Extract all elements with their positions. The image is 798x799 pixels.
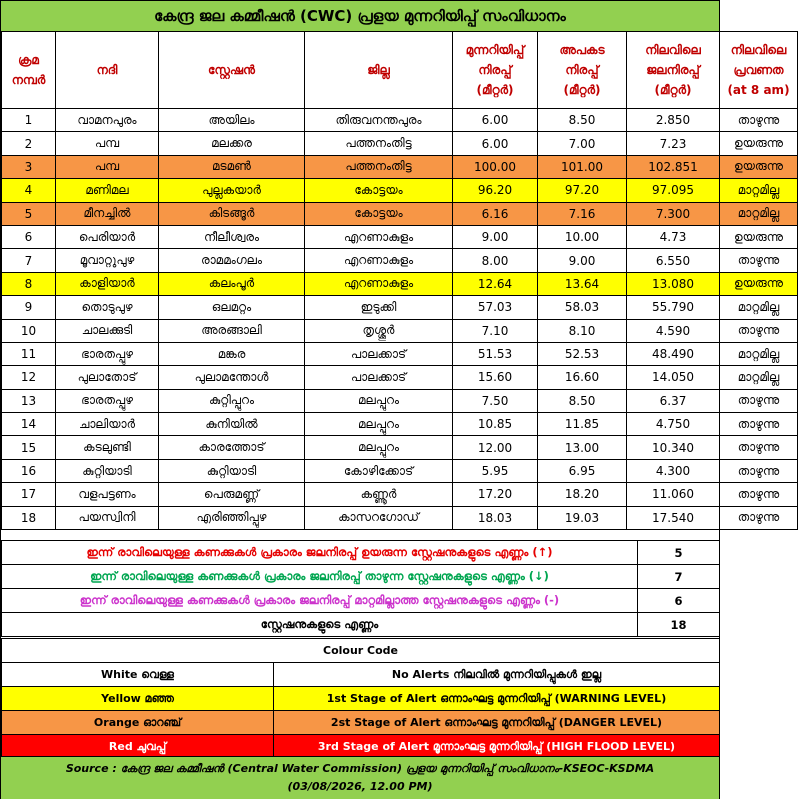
cell-district: പാലക്കാട്: [305, 366, 453, 389]
cell-station: അയിലം: [159, 109, 305, 132]
colour-name: Red ചുവപ്പ്: [2, 735, 274, 759]
cell-danger: 13.00: [538, 436, 627, 459]
table-row: [2, 179, 798, 202]
source-line: Source : കേന്ദ്ര ജല കമ്മീഷൻ (Central Water Commission) പ്രളയ മുന്നറിയിപ്പ് സംവിധാനം-KSEOC-KSDMA: [65, 762, 655, 775]
cell-danger: 8.10: [538, 319, 627, 342]
cell-river: തൊടുപുഴ: [56, 296, 159, 319]
summary-label: ഇന്ന് രാവിലെയുള്ള കണക്കുകൾ പ്രകാരം ജലനിരപ്പ് ഉയരുന്ന സ്റ്റേഷനുകളുടെ എണ്ണം (↑): [2, 541, 638, 565]
cell-danger: 8.50: [538, 389, 627, 412]
cell-river: ചാലക്കുടി: [56, 319, 159, 342]
cell-sl: 15: [2, 436, 56, 459]
cell-district: എറണാകുളം: [305, 225, 453, 248]
cell-current: 6.550: [627, 249, 720, 272]
cell-district: പാലക്കാട്: [305, 342, 453, 365]
summary-body: [2, 541, 720, 637]
cell-station: മടമൺ: [159, 155, 305, 178]
table-row: [2, 459, 798, 482]
cell-warning: 15.60: [453, 366, 538, 389]
cell-danger: 7.00: [538, 132, 627, 155]
cell-sl: 17: [2, 483, 56, 506]
table-row: [2, 342, 798, 365]
cell-warning: 6.00: [453, 132, 538, 155]
header-warning-line: നിരപ്പ്: [478, 63, 512, 77]
table-row: [2, 483, 798, 506]
cell-current: 17.540: [627, 506, 720, 529]
cell-sl: 13: [2, 389, 56, 412]
cell-warning: 17.20: [453, 483, 538, 506]
cell-district: കണ്ണൂർ: [305, 483, 453, 506]
cell-trend: മാറ്റമില്ല: [720, 179, 798, 202]
cell-district: പത്തനംതിട്ട: [305, 155, 453, 178]
cell-sl: 4: [2, 179, 56, 202]
table-row: [2, 132, 798, 155]
cell-river: കുറ്റിയാടി: [56, 459, 159, 482]
cell-trend: താഴുന്നു: [720, 109, 798, 132]
header-current-line: നിലവിലെ: [645, 43, 701, 57]
colour-name: Orange ഓറഞ്ച്: [2, 711, 274, 735]
colour-code-table: [1, 638, 720, 759]
cell-danger: 97.20: [538, 179, 627, 202]
cell-river: ചാലിയാർ: [56, 413, 159, 436]
cell-warning: 7.50: [453, 389, 538, 412]
cell-trend: താഴുന്നു: [720, 459, 798, 482]
cell-sl: 12: [2, 366, 56, 389]
cell-district: എറണാകുളം: [305, 249, 453, 272]
cell-sl: 9: [2, 296, 56, 319]
header-station-line: സ്റ്റേഷൻ: [208, 63, 255, 77]
summary-row: [2, 589, 720, 613]
cell-danger: 19.03: [538, 506, 627, 529]
cell-sl: 3: [2, 155, 56, 178]
cell-sl: 18: [2, 506, 56, 529]
table-row: [2, 319, 798, 342]
summary-count: 7: [638, 565, 720, 589]
table-row: [2, 389, 798, 412]
cell-trend: ഉയരുന്നു: [720, 272, 798, 295]
cell-river: വളപട്ടണം: [56, 483, 159, 506]
cell-sl: 2: [2, 132, 56, 155]
cell-trend: മാറ്റമില്ല: [720, 296, 798, 319]
cell-river: കടലുണ്ടി: [56, 436, 159, 459]
cell-district: തൃശ്ശൂർ: [305, 319, 453, 342]
colour-meaning: 2st Stage of Alert ഒന്നാംഘട്ട മുന്നറിയിപ്പ് (DANGER LEVEL): [274, 711, 720, 735]
cell-trend: താഴുന്നു: [720, 249, 798, 272]
summary-count: 5: [638, 541, 720, 565]
cell-station: പുലാമന്തോൾ: [159, 366, 305, 389]
cell-current: 11.060: [627, 483, 720, 506]
cell-trend: മാറ്റമില്ല: [720, 202, 798, 225]
cell-district: മലപ്പുറം: [305, 389, 453, 412]
cell-district: പത്തനംതിട്ട: [305, 132, 453, 155]
cell-current: 7.300: [627, 202, 720, 225]
summary-row: [2, 613, 720, 637]
cell-danger: 18.20: [538, 483, 627, 506]
cell-trend: താഴുന്നു: [720, 319, 798, 342]
summary-row: [2, 541, 720, 565]
cell-river: മീനച്ചിൽ: [56, 202, 159, 225]
summary-label: ഇന്ന് രാവിലെയുള്ള കണക്കുകൾ പ്രകാരം ജലനിരപ്പ് താഴുന്ന സ്റ്റേഷനുകളുടെ എണ്ണം (↓): [2, 565, 638, 589]
table-row: [2, 202, 798, 225]
source-date: (03/08/2026, 12.00 PM): [287, 780, 433, 793]
header-danger-level: [538, 32, 627, 109]
summary-table: [1, 540, 720, 637]
cell-station: ഒലമറ്റം: [159, 296, 305, 319]
colour-name: Yellow മഞ്ഞ: [2, 687, 274, 711]
cell-station: കലംപൂർ: [159, 272, 305, 295]
cell-danger: 6.95: [538, 459, 627, 482]
cell-station: നീലീശ്വരം: [159, 225, 305, 248]
cell-trend: താഴുന്നു: [720, 389, 798, 412]
cell-warning: 12.64: [453, 272, 538, 295]
cell-sl: 7: [2, 249, 56, 272]
header-district-line: ജില്ല: [367, 63, 390, 77]
cell-trend: മാറ്റമില്ല: [720, 366, 798, 389]
cell-warning: 10.85: [453, 413, 538, 436]
cell-current: 55.790: [627, 296, 720, 319]
cell-warning: 6.16: [453, 202, 538, 225]
table-row: [2, 296, 798, 319]
header-trend: [720, 32, 798, 109]
colour-meaning: 1st Stage of Alert ഒന്നാംഘട്ട മുന്നറിയിപ്പ് (WARNING LEVEL): [274, 687, 720, 711]
cell-river: മണിമല: [56, 179, 159, 202]
cell-district: കോട്ടയം: [305, 179, 453, 202]
cell-trend: താഴുന്നു: [720, 506, 798, 529]
colour-code-row: [2, 687, 720, 711]
cell-sl: 14: [2, 413, 56, 436]
cell-current: 14.050: [627, 366, 720, 389]
header-trend-line: നിലവിലെ: [730, 43, 787, 57]
cell-danger: 11.85: [538, 413, 627, 436]
cell-station: അരങ്ങാലി: [159, 319, 305, 342]
cell-trend: ഉയരുന്നു: [720, 132, 798, 155]
cell-station: മങ്കര: [159, 342, 305, 365]
cell-district: കാസറഗോഡ്: [305, 506, 453, 529]
cell-station: പെരുമണ്ണ്: [159, 483, 305, 506]
cell-warning: 6.00: [453, 109, 538, 132]
cell-danger: 8.50: [538, 109, 627, 132]
cell-current: 10.340: [627, 436, 720, 459]
cell-station: കുറ്റിയാടി: [159, 459, 305, 482]
table-row: [2, 249, 798, 272]
table-row: [2, 272, 798, 295]
cell-warning: 8.00: [453, 249, 538, 272]
cell-district: കോട്ടയം: [305, 202, 453, 225]
cell-danger: 9.00: [538, 249, 627, 272]
colour-code-body: [2, 639, 720, 759]
source-footer: [1, 756, 719, 799]
colour-code-row: [2, 663, 720, 687]
cell-river: കാളിയാർ: [56, 272, 159, 295]
cell-danger: 52.53: [538, 342, 627, 365]
cell-district: മലപ്പുറം: [305, 436, 453, 459]
cell-danger: 10.00: [538, 225, 627, 248]
cell-trend: ഉയരുന്നു: [720, 155, 798, 178]
header-current-line: (മീറ്റർ): [654, 83, 692, 97]
cell-river: പമ്പ: [56, 155, 159, 178]
table-header-row: [2, 32, 798, 109]
table-row: [2, 225, 798, 248]
colour-code-row: [2, 735, 720, 759]
cell-station: രാമമംഗലം: [159, 249, 305, 272]
cell-sl: 6: [2, 225, 56, 248]
cell-warning: 57.03: [453, 296, 538, 319]
cell-trend: താഴുന്നു: [720, 436, 798, 459]
table-row: [2, 109, 798, 132]
header-station: [159, 32, 305, 109]
cell-district: തിരുവനന്തപുരം: [305, 109, 453, 132]
cell-trend: ഉയരുന്നു: [720, 225, 798, 248]
cell-current: 4.73: [627, 225, 720, 248]
cell-sl: 10: [2, 319, 56, 342]
header-trend-line: (at 8 am): [727, 83, 790, 97]
cell-river: മൂവാറ്റുപുഴ: [56, 249, 159, 272]
header-warning-line: (മീറ്റർ): [476, 83, 514, 97]
cell-district: ഇടുക്കി: [305, 296, 453, 319]
table-row: [2, 366, 798, 389]
table-row: [2, 506, 798, 529]
header-district: [305, 32, 453, 109]
header-danger-line: അപകട: [559, 43, 605, 57]
cell-warning: 51.53: [453, 342, 538, 365]
cell-river: പമ്പ: [56, 132, 159, 155]
cell-river: ഭാരതപ്പുഴ: [56, 389, 159, 412]
summary-label: സ്റ്റേഷനുകളുടെ എണ്ണം: [2, 613, 638, 637]
cell-current: 13.080: [627, 272, 720, 295]
colour-code-heading-row: [2, 639, 720, 663]
colour-code-row: [2, 711, 720, 735]
cell-river: വാമനപുരം: [56, 109, 159, 132]
cell-station: കാരത്തോട്: [159, 436, 305, 459]
cell-station: കുനിയിൽ: [159, 413, 305, 436]
cell-trend: താഴുന്നു: [720, 483, 798, 506]
cell-warning: 12.00: [453, 436, 538, 459]
cell-river: ഭാരതപ്പുഴ: [56, 342, 159, 365]
cell-danger: 13.64: [538, 272, 627, 295]
cell-current: 97.095: [627, 179, 720, 202]
cell-danger: 101.00: [538, 155, 627, 178]
header-sl: [2, 32, 56, 109]
table-row: [2, 155, 798, 178]
cell-current: 7.23: [627, 132, 720, 155]
cell-sl: 1: [2, 109, 56, 132]
cell-sl: 8: [2, 272, 56, 295]
header-trend-line: പ്രവണത: [733, 63, 784, 77]
header-river: [56, 32, 159, 109]
cell-district: മലപ്പുറം: [305, 413, 453, 436]
cell-current: 4.590: [627, 319, 720, 342]
cell-danger: 7.16: [538, 202, 627, 225]
cell-trend: മാറ്റമില്ല: [720, 342, 798, 365]
cell-station: കിടങ്ങൂർ: [159, 202, 305, 225]
cell-warning: 96.20: [453, 179, 538, 202]
header-warning-line: മുന്നറിയിപ്പ്: [465, 43, 525, 57]
cell-river: പയസ്വിനി: [56, 506, 159, 529]
cell-current: 4.300: [627, 459, 720, 482]
header-danger-line: നിരപ്പ്: [565, 63, 599, 77]
colour-meaning: 3rd Stage of Alert മൂന്നാംഘട്ട മുന്നറിയിപ്പ് (HIGH FLOOD LEVEL): [274, 735, 720, 759]
cell-warning: 5.95: [453, 459, 538, 482]
header-river-line: നദി: [96, 63, 118, 77]
summary-count: 18: [638, 613, 720, 637]
header-warning-level: [453, 32, 538, 109]
summary-count: 6: [638, 589, 720, 613]
cell-warning: 18.03: [453, 506, 538, 529]
summary-row: [2, 565, 720, 589]
cell-station: എരിഞ്ഞിപ്പുഴ: [159, 506, 305, 529]
cell-warning: 7.10: [453, 319, 538, 342]
cell-warning: 100.00: [453, 155, 538, 178]
cell-danger: 58.03: [538, 296, 627, 319]
header-sl-line: നമ്പർ: [11, 73, 46, 87]
table-row: [2, 413, 798, 436]
colour-name: White വെള്ള: [2, 663, 274, 687]
cell-sl: 5: [2, 202, 56, 225]
cell-current: 4.750: [627, 413, 720, 436]
cell-station: പുല്ലകയാർ: [159, 179, 305, 202]
cell-warning: 9.00: [453, 225, 538, 248]
cell-trend: താഴുന്നു: [720, 413, 798, 436]
station-table: [1, 31, 798, 530]
table-body: [2, 109, 798, 530]
cell-current: 6.37: [627, 389, 720, 412]
table-row: [2, 436, 798, 459]
header-current-line: ജലനിരപ്പ്: [646, 63, 700, 77]
cell-current: 102.851: [627, 155, 720, 178]
cell-sl: 11: [2, 342, 56, 365]
colour-meaning: No Alerts നിലവിൽ മുന്നറിയിപ്പുകൾ ഇല്ല: [274, 663, 720, 687]
colour-code-heading: Colour Code: [2, 639, 720, 663]
cell-current: 2.850: [627, 109, 720, 132]
cell-danger: 16.60: [538, 366, 627, 389]
summary-label: ഇന്ന് രാവിലെയുള്ള കണക്കുകൾ പ്രകാരം ജലനിരപ്പ് മാറ്റമില്ലാത്ത സ്റ്റേഷനുകളുടെ എണ്ണം (-): [2, 589, 638, 613]
cell-district: കോഴിക്കോട്: [305, 459, 453, 482]
cell-sl: 16: [2, 459, 56, 482]
cell-current: 48.490: [627, 342, 720, 365]
header-danger-line: (മീറ്റർ): [563, 83, 601, 97]
cell-station: മലക്കര: [159, 132, 305, 155]
cell-station: കുറ്റിപ്പുറം: [159, 389, 305, 412]
page-title: കേന്ദ്ര ജല കമ്മീഷൻ (CWC) പ്രളയ മുന്നറിയിപ്പ് സംവിധാനം: [1, 1, 719, 32]
cell-district: എറണാകുളം: [305, 272, 453, 295]
cell-river: പുലാതോട്: [56, 366, 159, 389]
header-sl-line: ക്രമ: [18, 53, 39, 67]
cell-river: പെരിയാർ: [56, 225, 159, 248]
header-current-level: [627, 32, 720, 109]
